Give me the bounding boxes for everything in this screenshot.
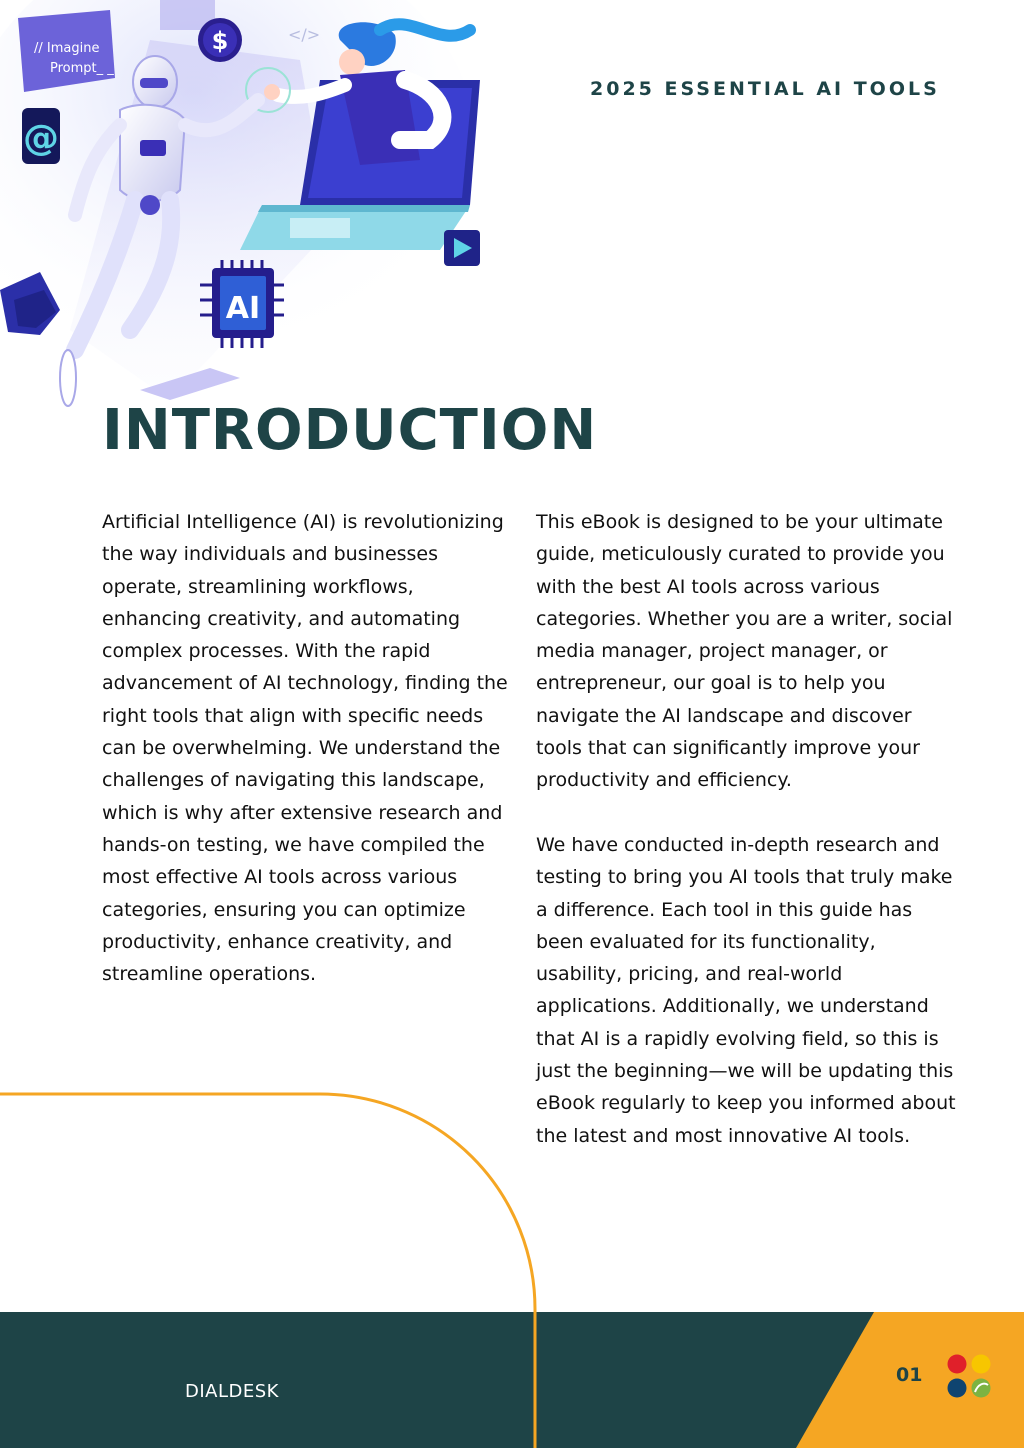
intro-right-paragraph-1: This eBook is designed to be your ultimate guide, meticulously curated to provide you with the best AI tools across various categories. Whether you are a writer, social media manager, project manager, or entrepreneur, our goal is to help you navigate the AI landscape and discover tools that can significantly improve your productivity and efficiency. xyxy=(536,511,953,792)
footer-band xyxy=(0,1312,1024,1448)
ebook-title: 2025 ESSENTIAL AI TOOLS xyxy=(590,78,940,100)
intro-right-paragraph-2: We have conducted in-depth research and testing to bring you AI tools that truly make a difference. Each tool in this guide has been evaluated for its functionality, usability, pricing, and real-world applications. Additionally, we understand that AI is a rapidly evolving field, so this is just the beginning—we will be updating this eBook regularly to keep you informed about the latest and most innovative AI tools. xyxy=(536,833,956,1147)
at-symbol-icon xyxy=(22,108,60,164)
svg-text:$: $ xyxy=(211,27,229,55)
prompt-card-line-1: // Imagine xyxy=(34,41,100,56)
svg-text:AI: AI xyxy=(225,291,261,326)
dialdesk-logo-icon xyxy=(944,1352,994,1402)
intro-left-paragraph: Artificial Intelligence (AI) is revolutionizing the way individuals and businesses operate, streamlining workflows, enhancing creativity, and automating complex processes. With the rapid advancement of AI technology, finding the right tools that align with specific needs can be overwhelming. We understand the challenges of navigating this landscape, which is why after extensive research and hands-on testing, we have compiled the most effective AI tools across various categories, ensuring you can optimize productivity, enhance creativity, and streamline operations. xyxy=(102,511,508,986)
svg-text:@: @ xyxy=(23,118,59,159)
intro-right-column xyxy=(536,506,956,1184)
dollar-coin-icon xyxy=(198,18,242,62)
introduction-heading: INTRODUCTION xyxy=(102,398,598,463)
page-number: 01 xyxy=(896,1364,923,1386)
hero-illustration xyxy=(0,0,500,420)
code-tag-icon: </> xyxy=(288,25,321,44)
ai-chip-icon xyxy=(200,260,284,348)
prompt-card-line-2: Prompt_ _ xyxy=(50,61,114,76)
play-icon xyxy=(444,230,480,266)
footer-brand: DIALDESK xyxy=(185,1381,279,1402)
prompt-card xyxy=(18,10,115,92)
